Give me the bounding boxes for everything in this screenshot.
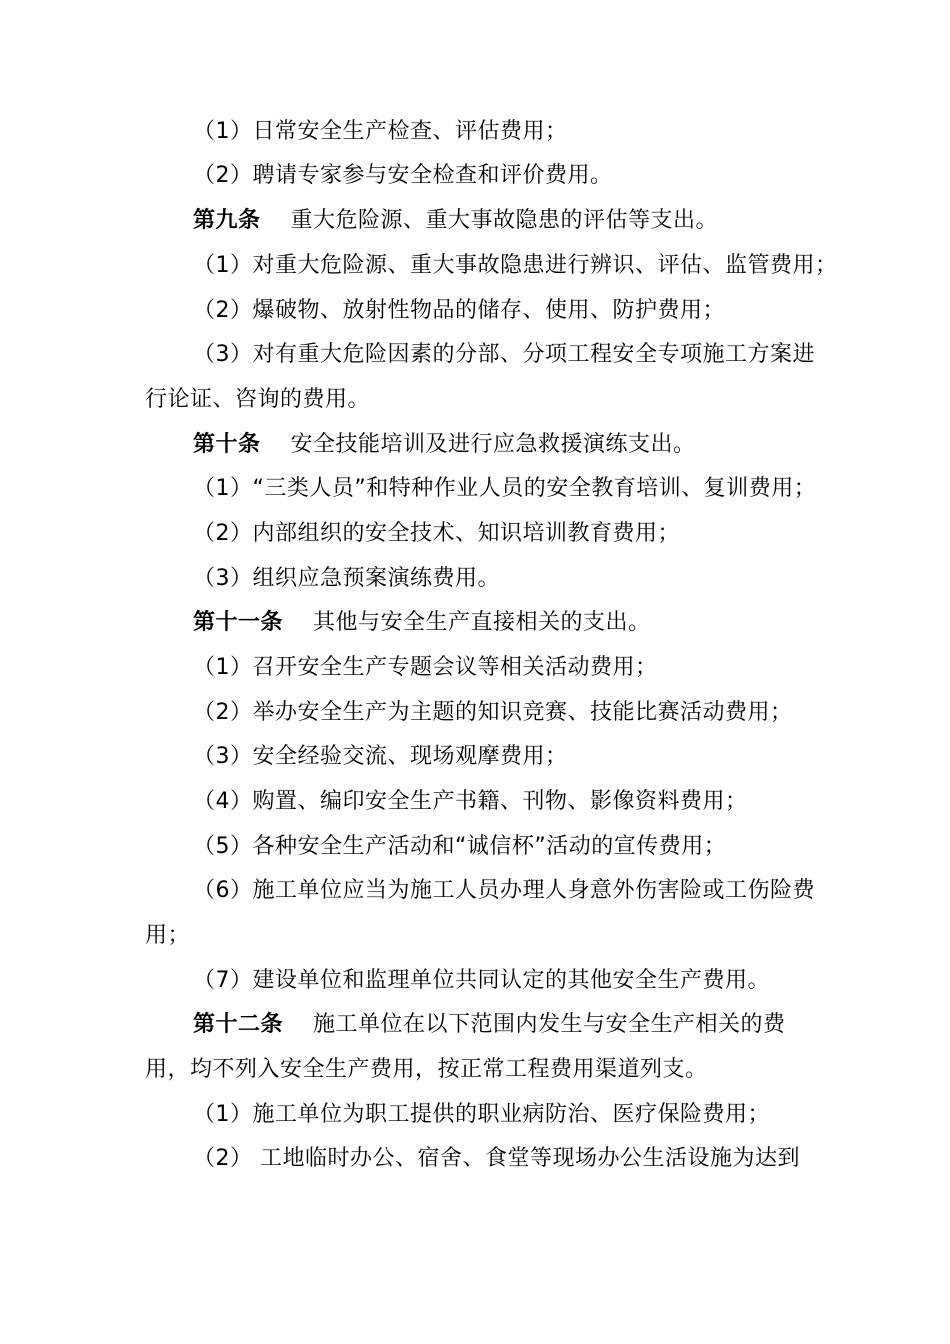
paragraph-continuation: 用，均不列入安全生产费用，按正常工程费用渠道列支。 bbox=[145, 1057, 708, 1082]
list-item: （3）对有重大危险因素的分部、分项工程安全专项施工方案进 bbox=[193, 342, 815, 367]
list-item: （5）各种安全生产活动和“诚信杯”活动的宣传费用； bbox=[193, 834, 727, 859]
list-item: （1）施工单位为职工提供的职业病防治、医疗保险费用； bbox=[193, 1102, 770, 1127]
list-item: （1）召开安全生产专题会议等相关活动费用； bbox=[193, 655, 658, 680]
list-item: （1）日常安全生产检查、评估费用； bbox=[193, 119, 568, 144]
list-item: （3）安全经验交流、现场观摩费用； bbox=[193, 744, 568, 769]
article-number: 第十一条 bbox=[193, 610, 284, 635]
list-item: （4）购置、编印安全生产书籍、刊物、影像资料费用； bbox=[193, 789, 748, 814]
article-number: 第十条 bbox=[193, 432, 261, 457]
list-item-continuation: 用； bbox=[145, 923, 191, 948]
list-item: （7）建设单位和监理单位共同认定的其他安全生产费用。 bbox=[193, 968, 770, 993]
article-number: 第十二条 bbox=[193, 1012, 284, 1037]
article-number: 第九条 bbox=[193, 208, 261, 233]
article-heading: 第十二条 施工单位在以下范围内发生与安全生产相关的费 bbox=[193, 1012, 786, 1037]
article-heading: 第九条 重大危险源、重大事故隐患的评估等支出。 bbox=[193, 208, 719, 233]
list-item: （2） 工地临时办公、宿舍、食堂等现场办公生活设施为达到 bbox=[193, 1146, 800, 1171]
article-heading: 第十一条 其他与安全生产直接相关的支出。 bbox=[193, 610, 651, 635]
list-item: （3）组织应急预案演练费用。 bbox=[193, 566, 500, 591]
article-heading: 第十条 安全技能培训及进行应急救援演练支出。 bbox=[193, 432, 696, 457]
list-item: （2）内部组织的安全技术、知识培训教育费用； bbox=[193, 521, 680, 546]
list-item: （1）“三类人员”和特种作业人员的安全教育培训、复训费用； bbox=[193, 476, 817, 501]
list-item: （2）聘请专家参与安全检查和评价费用。 bbox=[193, 163, 613, 188]
list-item-continuation: 行论证、咨询的费用。 bbox=[145, 387, 371, 412]
list-item: （2）爆破物、放射性物品的储存、使用、防护费用； bbox=[193, 298, 725, 323]
list-item: （2）举办安全生产为主题的知识竞赛、技能比赛活动费用； bbox=[193, 700, 793, 725]
list-item: （6）施工单位应当为施工人员办理人身意外伤害险或工伤险费 bbox=[193, 878, 815, 903]
list-item: （1）对重大危险源、重大事故隐患进行辨识、评估、监管费用； bbox=[193, 253, 838, 278]
